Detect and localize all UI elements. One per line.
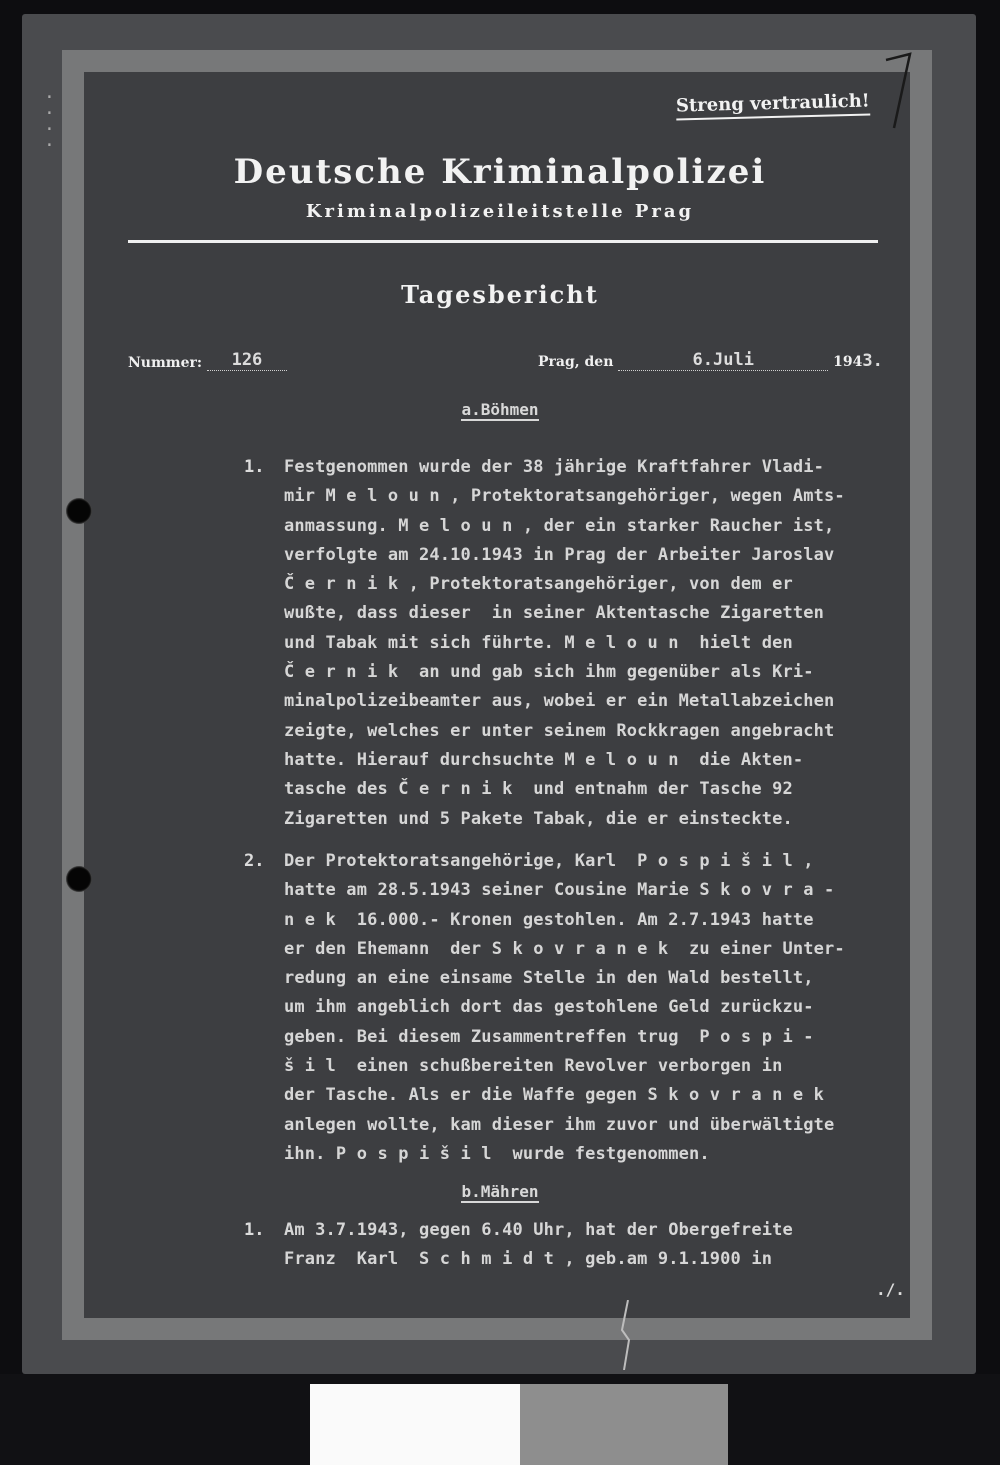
agency-subtitle: Kriminalpolizeileitstelle Prag (305, 201, 695, 222)
text-line: ihn. P o s p i š i l wurde festgenommen. (284, 1143, 710, 1164)
text-line: Am 3.7.1943, gegen 6.40 Uhr, hat der Obergefreite (284, 1220, 793, 1240)
text-line: er den Ehemann der S k o v r a n e k zu einer Unter- (284, 938, 845, 959)
year-typed: 3. (862, 351, 883, 371)
text-line: Franz Karl S c h m i d t , geb.am 9.1.1900 in (284, 1249, 773, 1270)
text-line: um ihm angeblich dort das gestohlene Geld zurückzu- (284, 997, 814, 1018)
text-line: tasche des Č e r n i k und entnahm der Tasche 92 (284, 779, 793, 800)
place-label: Prag, den (538, 354, 614, 370)
text-line: Festgenommen wurde der 38 jährige Kraftfahrer Vladi- (284, 457, 825, 477)
text-line: redung an eine einsame Stelle in den Wald bestellt, (284, 968, 814, 989)
number-value: 126 (231, 350, 263, 370)
section-heading-b: b.Mähren (461, 1182, 539, 1201)
margin-marks: · · · · (44, 87, 55, 156)
item-number: 1. (244, 1220, 265, 1240)
punch-hole-top (66, 498, 92, 524)
color-reference-gray (520, 1384, 728, 1465)
pencil-page-mark (880, 48, 920, 138)
text-line: geben. Bei diesem Zusammentreffen trug P o s p i - (284, 1026, 814, 1047)
text-line: zeigte, welches er unter seinem Rockkragen angebracht (284, 720, 835, 741)
section-heading-a: a.Böhmen (461, 400, 539, 419)
item-number: 1. (244, 457, 265, 477)
date-field (538, 350, 883, 371)
punch-hole-bottom (66, 866, 92, 892)
text-line: hatte. Hierauf durchsuchte M e l o u n die Akten- (284, 749, 804, 770)
text-line: mir M e l o u n , Protektoratsangehöriger, wegen Amts- (284, 486, 845, 507)
number-label: Nummer: (128, 355, 203, 371)
text-line: der Tasche. Als er die Waffe gegen S k o v r a n e k (284, 1085, 825, 1106)
confidential-stamp: Streng vertraulich! (676, 90, 870, 120)
paragraph-b1 (284, 1216, 934, 1275)
agency-title: Deutsche Kriminalpolizei (233, 152, 767, 192)
text-line: minalpolizeibeamter aus, wobei er ein Metallabzeichen (284, 691, 835, 712)
text-line: und Tabak mit sich führte. M e l o u n hielt den (284, 632, 793, 653)
year-printed: 194 (833, 354, 863, 370)
paragraph-a2 (284, 847, 934, 1169)
text-line: Č e r n i k an und gab sich ihm gegenüber als Kri- (284, 662, 814, 683)
report-title: Tagesbericht (401, 280, 599, 309)
color-reference-white (310, 1384, 520, 1465)
text-line: verfolgte am 24.10.1943 in Prag der Arbeiter Jaroslav (284, 544, 835, 565)
text-line: š i l einen schußbereiten Revolver verborgen in (284, 1056, 783, 1077)
paragraph-a1 (284, 453, 934, 834)
text-line: anlegen wollte, kam dieser ihm zuvor und überwältigte (284, 1114, 835, 1135)
text-line: Č e r n i k , Protektoratsangehöriger, von dem er (284, 574, 793, 595)
number-field (128, 350, 287, 371)
item-number: 2. (244, 851, 265, 871)
header-rule (128, 240, 878, 243)
text-line: Der Protektoratsangehörige, Karl P o s p i š i l , (284, 851, 814, 871)
text-line: wußte, dass dieser in seiner Aktentasche Zigaretten (284, 603, 825, 624)
date-value: 6.Juli (692, 350, 754, 370)
text-line: Zigaretten und 5 Pakete Tabak, die er einsteckte. (284, 808, 793, 829)
continuation-mark: ./. (876, 1280, 905, 1299)
text-line: hatte am 28.5.1943 seiner Cousine Marie S k o v r a - (284, 880, 835, 901)
text-line: anmassung. M e l o u n , der ein starker Raucher ist, (284, 515, 835, 536)
text-line: n e k 16.000.- Kronen gestohlen. Am 2.7.1943 hatte (284, 909, 814, 930)
paper-crease (620, 1300, 632, 1370)
